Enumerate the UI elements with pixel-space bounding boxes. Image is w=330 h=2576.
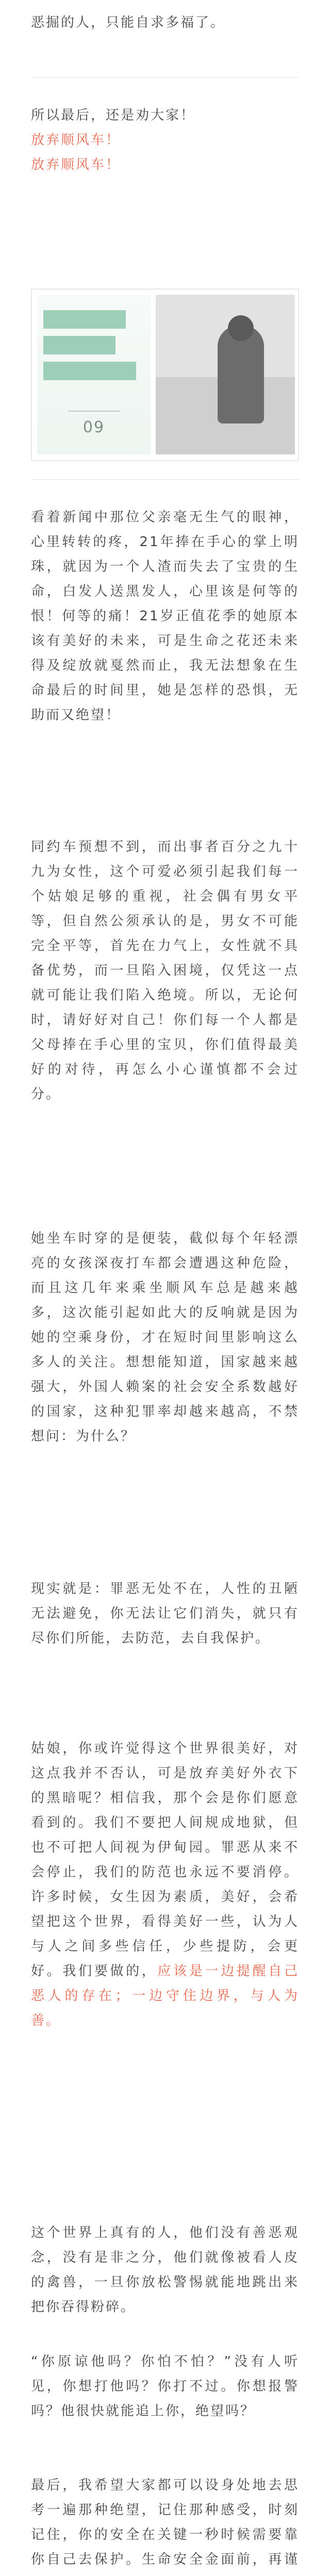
divider — [31, 77, 299, 78]
card-title-tile — [37, 295, 151, 454]
person-head-icon — [228, 315, 254, 341]
article-paragraph-7: “你原谅他吗？你怕不怕？”没有人听见，你想打他吗？你打不过。你想报警吗？他很快就能追上你，绝望吗？ — [31, 2354, 299, 2419]
closing-highlight-2: 放弃顺风车！ — [31, 157, 121, 173]
intro-text: 恶掘的人，只能自求多福了。 — [31, 15, 226, 30]
card-number: 09 — [82, 418, 105, 436]
tag-bar — [43, 362, 136, 380]
tile-rule — [68, 411, 120, 412]
article-paragraph-2: 同约车预想不到，而出事者百分之九十九为女性，这个可爱必须引起我们每一个姑娘足够的重视，社会偶有男女平等，但自然公须承认的是，男女不可能完全平等，首先在力气上，女性就不具备优势，而一旦陷入困境，仅凭这一点就可能让我们陷入绝境。所以，无论何时，请好好对自己！你们每一个人都是父母捧在手心里的宝贝，你们值得最美好的对待，再怎么小心谨慎都不会过分。 — [31, 839, 299, 1102]
highlight-warning: 应该是一边提醒自己恶人的存在； — [31, 1963, 299, 2004]
image-card — [31, 289, 299, 461]
divider — [31, 479, 299, 480]
article-paragraph-6: 这个世界上真有的人，他们没有善恶观念，没有是非之分，他们就像被看人皮的禽兽，一旦你放松警惕就能地跳出来把你吞得粉碎。 — [31, 2225, 299, 2315]
article-paragraph-3: 她坐车时穿的是便装，截似每个年轻漂亮的女孩深夜打车都会遭遇这种危险，而且这几年来乘坐顺风车总是越来越多，这次能引起如此大的反响就是因为她的空乘身份，才在短时间里影响这么多人的关注。想想能知道，国家越来越强大，外国人赖案的社会安全系数越好的国家，这种犯罪率却越来越高，不禁想问：为什么？ — [31, 1231, 299, 1444]
closing-highlight-1: 放弃顺风车！ — [31, 132, 121, 148]
article-paragraph-4: 现实就是：罪恶无处不在，人性的丑陋无法避免，你无法让它们消失，就只有尽你们所能，去防范，去自我保护。 — [31, 1581, 299, 1646]
article-paragraph-8: 最后，我希望大家都可以设身处地去思考一遍那种绝望，记住那种感受，时刻记住，你的安全在关键一秒时候需要靠你自己去保护。生命安全金面前，再谨 — [31, 2478, 299, 2567]
tag-bar — [43, 310, 126, 329]
article-paragraph-5 — [31, 1736, 299, 2033]
closing-line: 所以最后，还是劝大家！ — [31, 108, 196, 123]
paragraph-5-body: 姑娘，你或许觉得这个世界很美好，对这点我并不否认，可是放弃美好外衣下的黑暗呢？相信我，那个会是你们愿意看到的。我们不要把人间规成地狱，但也不可把人间视为伊甸园。罪恶从来不会停止，我们的防范也永远不要消停。许多时候，女生因为素质，美好，会希望把这个世界，看得美好一些，认为人与人之间多些信任，少些提防，会更好。我们要做的， — [31, 1741, 299, 1979]
highlight-boundary: 一边守住边界，与人为善。 — [31, 1988, 299, 2028]
article-paragraph-1: 看着新闻中那位父亲毫无生气的眼神，心里转转的疼，21年捧在手心的掌上明珠，就因为一个人渣而失去了宝贵的生命，白发人送黑发人，心里该是何等的恨！何等的痛！21岁正值花季的她原本该有美好的未来，可是生命之花还未来得及绽放就戛然而止，我无法想象在生命最后的时间里，她是怎样的恐惧，无助而又绝望！ — [31, 510, 299, 723]
tag-bar — [43, 336, 116, 354]
card-photo — [156, 295, 295, 454]
